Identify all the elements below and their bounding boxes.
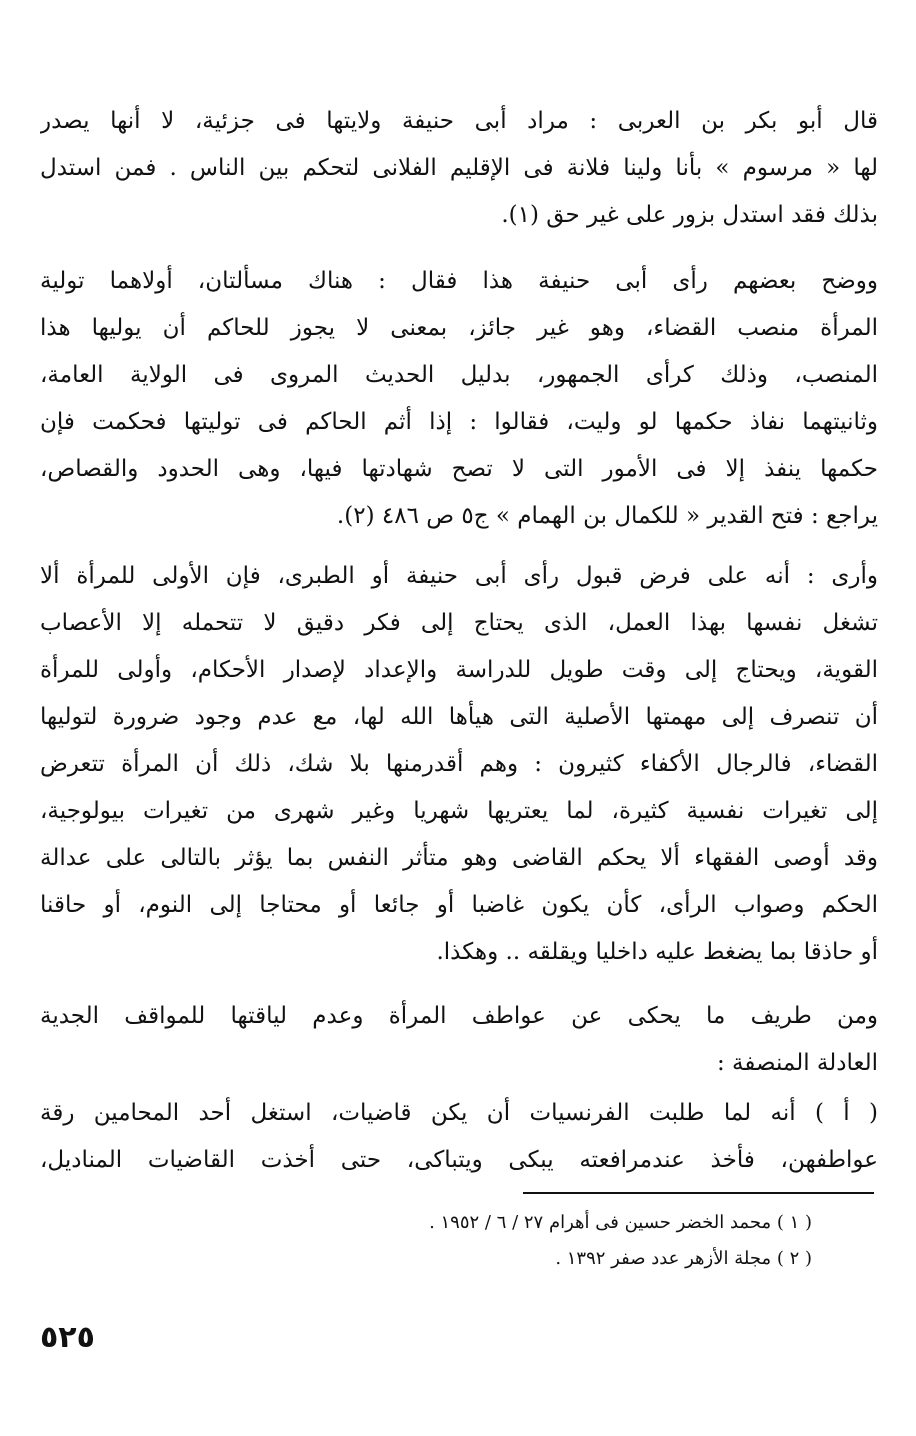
text-line: لها « مرسوم » بأنا ولينا فلانة فى الإقليم الفلانى لتحكم بين الناس . فمن استدل (40, 155, 878, 181)
text-line: ومن طريف ما يحكى عن عواطف المرأة وعدم لياقتها للمواقف الجدية (40, 1003, 878, 1029)
text-line: وقد أوصى الفقهاء ألا يحكم القاضى وهو متأثر النفس بما يؤثر بالتالى على عدالة (40, 845, 878, 871)
text-line: المنصب، وذلك كرأى الجمهور، بدليل الحديث المروى فى الولاية العامة، (40, 362, 878, 388)
text-line: بذلك فقد استدل بزور على غير حق (١). (501, 202, 878, 228)
text-line: المرأة منصب القضاء، وهو غير جائز، بمعنى لا يجوز للحاكم أن يوليها هذا (40, 315, 878, 341)
text-line: أن تنصرف إلى مهمتها الأصلية التى هيأها الله لها، مع عدم وجود ضرورة لتوليها (40, 704, 878, 730)
footnote-1: ( ١ ) محمد الخضر حسين فى أهرام ٢٧ / ٦ / ١٩٥٢ . (429, 1212, 812, 1233)
text-line: الحكم وصواب الرأى، كأن يكون غاضبا أو جائعا أو محتاجا إلى النوم، أو حاقنا (40, 892, 878, 918)
text-line: وأرى : أنه على فرض قبول رأى أبى حنيفة أو الطبرى، فإن الأولى للمرأة ألا (40, 563, 878, 589)
paragraph-anecdote-intro (40, 993, 878, 1087)
text-line: القضاء، فالرجال الأكفاء كثيرون : وهم أقدرمنها بلا شك، ذلك أن المرأة تتعرض (40, 751, 878, 777)
text-line: ووضح بعضهم رأى أبى حنيفة هذا فقال : هناك مسألتان، أولاهما تولية (40, 268, 878, 294)
paragraph-anecdote-a (40, 1090, 878, 1184)
paragraph-abu-hanifa-view (40, 258, 878, 540)
text-line: تشغل نفسها بهذا العمل، الذى يحتاج إلى فكر دقيق لا تتحمله إلا الأعصاب (40, 610, 878, 636)
text-line: ( أ ) أنه لما طلبت الفرنسيات أن يكن قاضيات، استغل أحد المحامين رقة (40, 1100, 878, 1126)
text-line: العادلة المنصفة : (717, 1050, 878, 1076)
text-line: أو حاذقا بما يضغط عليه داخليا ويقلقه .. وهكذا. (436, 939, 878, 965)
text-line: وثانيتهما نفاذ حكمها لو وليت، فقالوا : إذا أثم الحاكم فى توليتها فحكمت فإن (40, 409, 878, 435)
text-line: قال أبو بكر بن العربى : مراد أبى حنيفة ولايتها فى جزئية، لا أنها يصدر (40, 108, 878, 134)
footnote-divider (523, 1192, 874, 1194)
text-line: إلى تغيرات نفسية كثيرة، لما يعتريها شهريا وغير شهرى من تغيرات بيولوجية، (40, 798, 878, 824)
text-line: القوية، ويحتاج إلى وقت طويل للدراسة والإعداد لإصدار الأحكام، وأولى للمرأة (40, 657, 878, 683)
text-line: عواطفهن، فأخذ عندمرافعته يبكى ويتباكى، حتى أخذت القاضيات المناديل، (40, 1147, 878, 1173)
paragraph-ibn-arabi (40, 98, 878, 239)
footnotes (300, 1205, 812, 1277)
page-number: ٥٢٥ (40, 1320, 95, 1355)
footnote-2: ( ٢ ) مجلة الأزهر عدد صفر ١٣٩٢ . (555, 1248, 812, 1269)
text-line: حكمها ينفذ إلا فى الأمور التى لا تصح شهادتها فيها، وهى الحدود والقصاص، (40, 456, 878, 482)
paragraph-author-opinion (40, 553, 878, 976)
text-line: يراجع : فتح القدير « للكمال بن الهمام » ج٥ ص ٤٨٦ (٢). (336, 503, 878, 529)
